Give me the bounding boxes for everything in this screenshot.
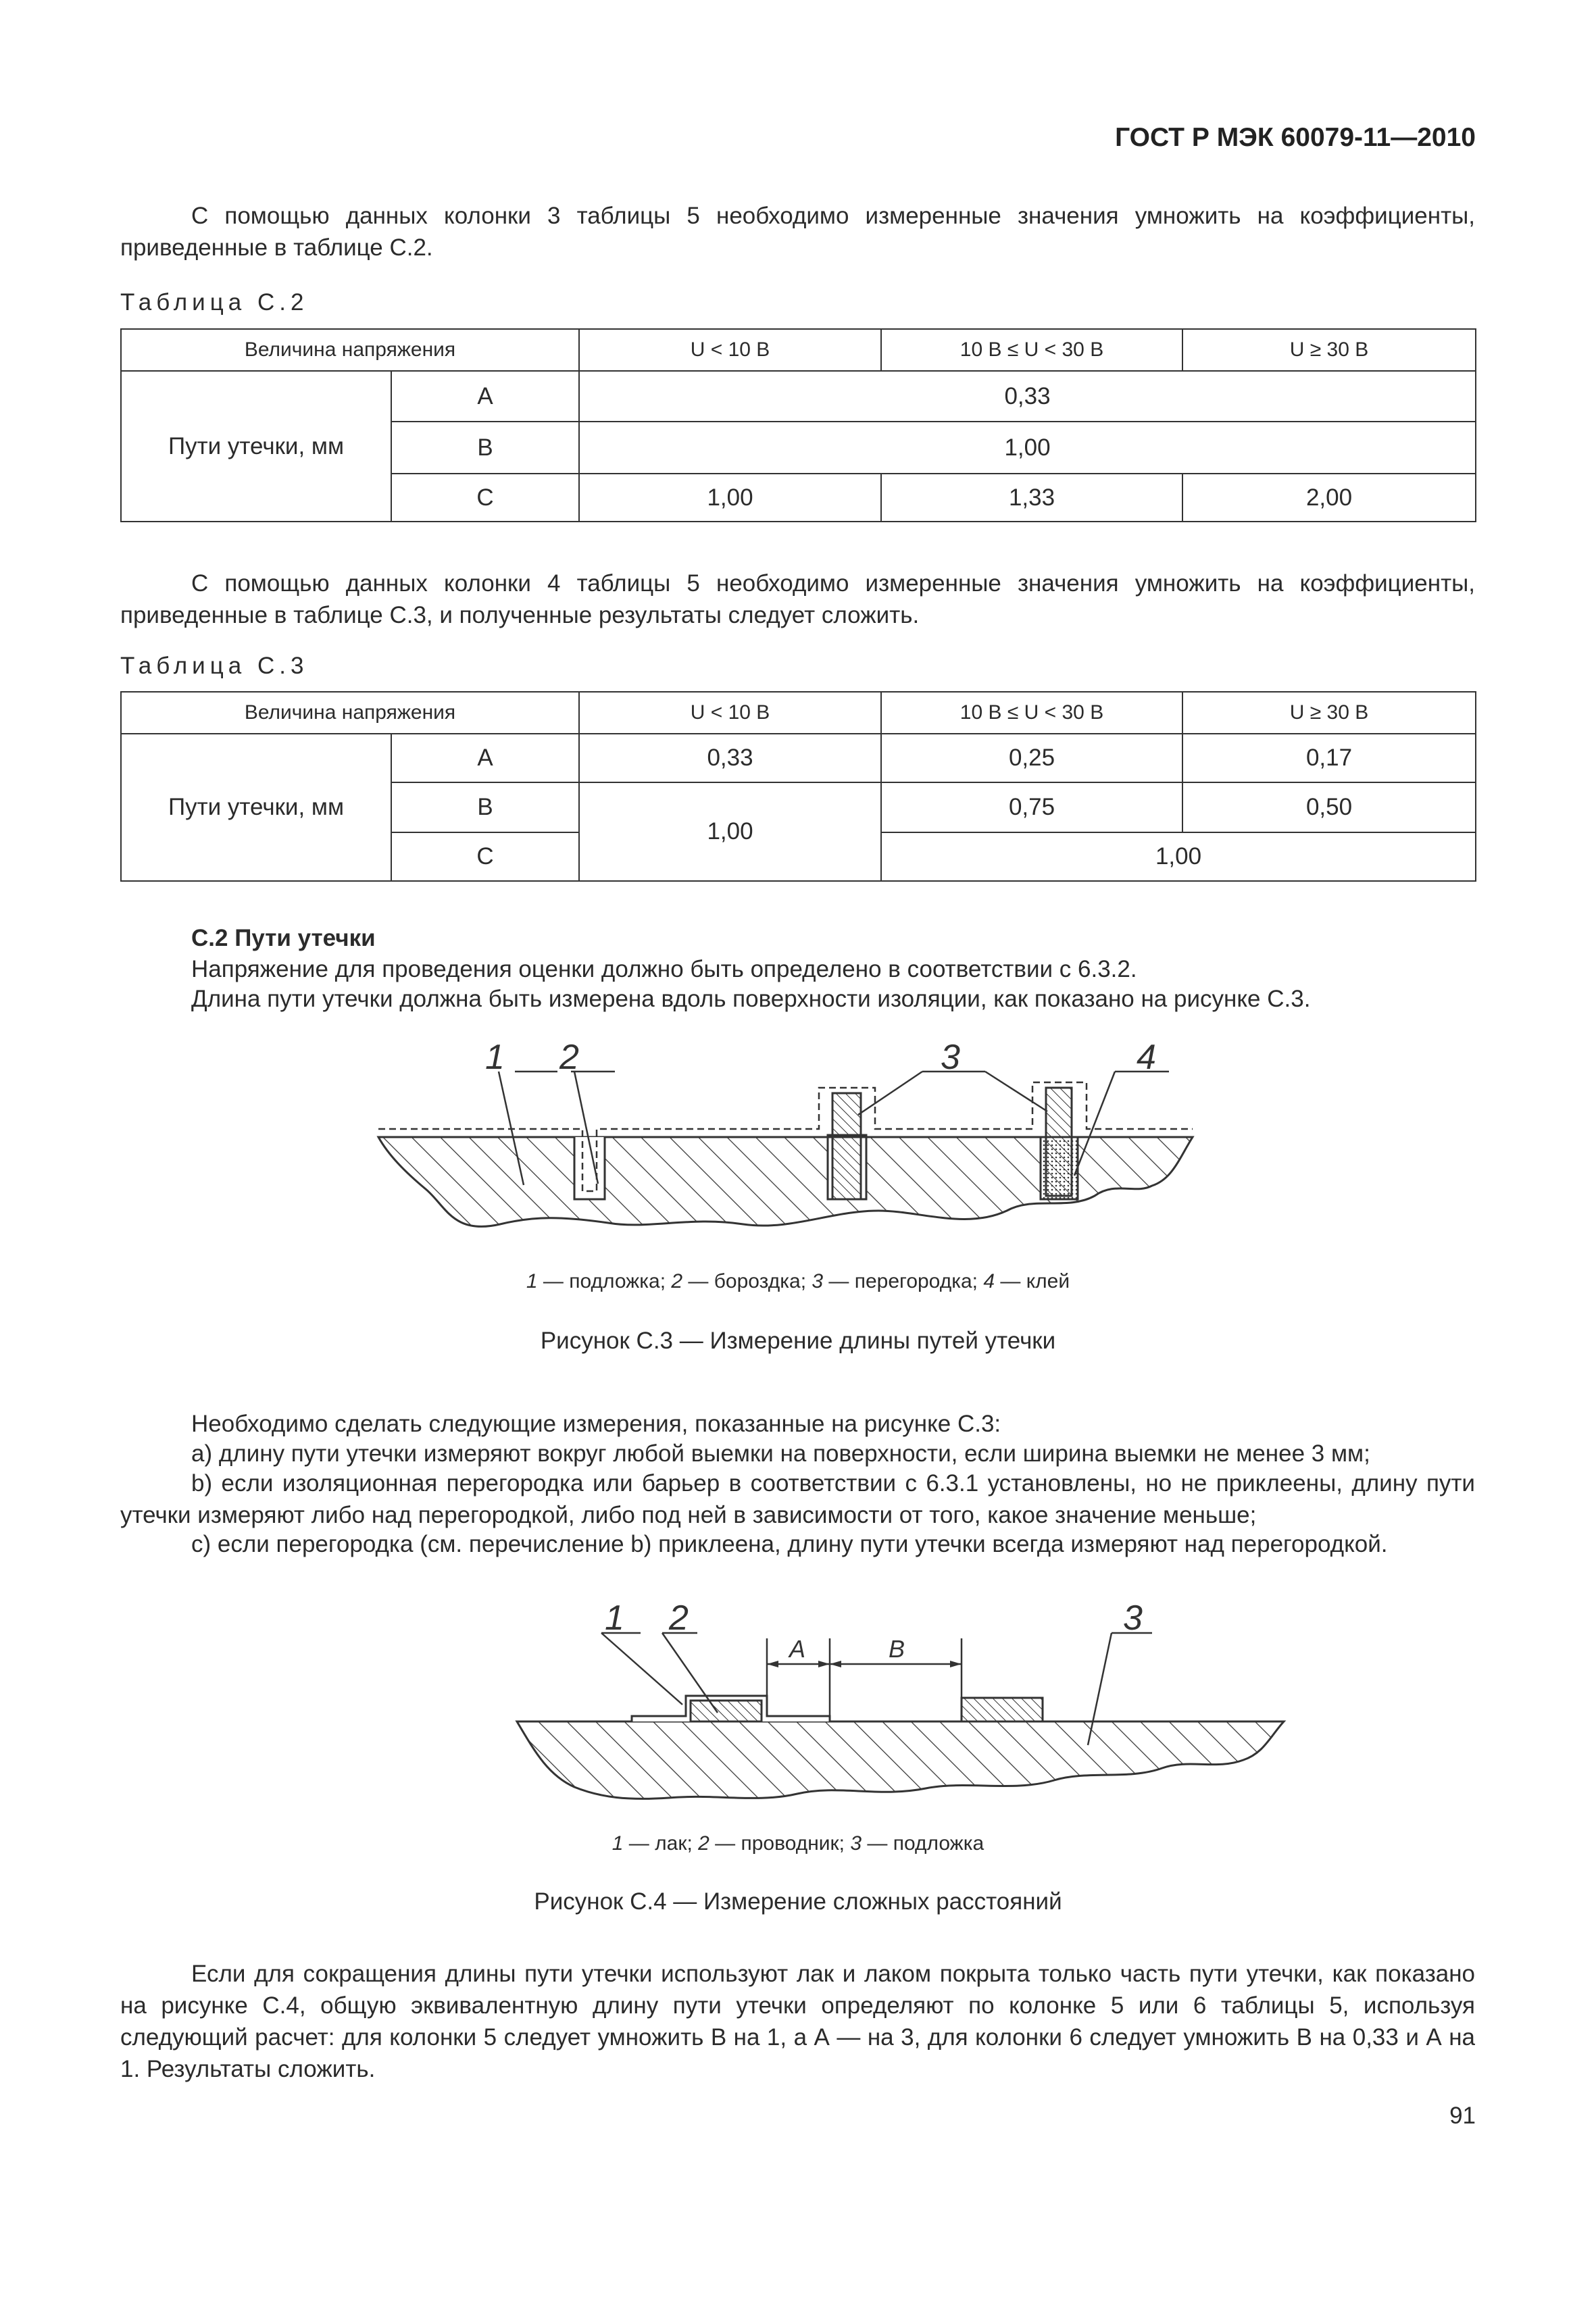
legend-num: 3	[812, 1270, 824, 1292]
value-cell: 2,00	[1182, 474, 1476, 522]
header-cell: Величина напряжения	[121, 329, 579, 371]
legend-num: 1	[612, 1832, 624, 1855]
header-cell: 10 В ≤ U < 30 В	[881, 692, 1182, 734]
figure-c3-caption: Рисунок С.3 — Измерение длины путей утечки	[540, 1328, 1056, 1354]
measurements-intro: Необходимо сделать следующие измерения, показанные на рисунке С.3:	[191, 1411, 1001, 1437]
legend-num: 4	[983, 1270, 995, 1292]
standard-header: ГОСТ Р МЭК 60079-11—2010	[1115, 123, 1476, 152]
header-cell: U < 10 В	[579, 329, 881, 371]
figure-c3-label-2: 2	[559, 1038, 579, 1077]
value-cell: 1,00	[579, 474, 881, 522]
intro-text-2: С помощью данных колонки 4 таблицы 5 необходимо измеренные значения умножить на коэффициенты, приведенные в таблице С.3, и полученные результаты следует сложить.	[120, 570, 1475, 628]
header-cell: U ≥ 30 В	[1182, 329, 1476, 371]
barrier-right	[1046, 1088, 1072, 1196]
figure-c4-legend	[0, 1832, 1596, 1855]
figure-c3-legend	[0, 1270, 1596, 1293]
figure-c3-label-1: 1	[485, 1038, 505, 1077]
value-cell: 0,17	[1182, 734, 1476, 782]
figure-c4-caption: Рисунок С.4 — Измерение сложных расстояний	[534, 1888, 1062, 1915]
final-paragraph-block	[120, 1958, 1475, 2085]
class-cell: C	[391, 474, 579, 522]
table-row	[121, 734, 1476, 782]
intro-paragraph-1	[120, 200, 1475, 263]
class-cell: B	[391, 782, 579, 832]
class-cell: B	[391, 422, 579, 474]
measurement-item-a: а) длину пути утечки измеряют вокруг любой выемки на поверхности, если ширина выемки не менее 3 мм;	[191, 1440, 1370, 1467]
final-paragraph: Если для сокращения длины пути утечки используют лак и лаком покрыта только часть пути утечки, как показано на рисунке С.4, общую эквивалентную длину пути утечки определяют по колонке 5 или 6 таблицы 5, используя следующий расчет: для колонки 5 следует умножить В на 1, а А — на 3, для колонки 6 следует умножить В на 0,33 и А на 1. Результаты сложить.	[120, 1961, 1475, 2082]
intro-text-1: С помощью данных колонки 3 таблицы 5 необходимо измеренные значения умножить на коэффициенты, приведенные в таблице С.2.	[120, 203, 1475, 261]
legend-text: — бороздка;	[682, 1270, 812, 1292]
value-cell: 1,00	[881, 832, 1476, 881]
legend-num: 2	[698, 1832, 709, 1855]
figure-c4-label-2: 2	[669, 1599, 689, 1638]
value-cell: 0,33	[579, 371, 1476, 422]
header-cell: U < 10 В	[579, 692, 881, 734]
measurement-item-b: b) если изоляционная перегородка или барьер в соответствии с 6.3.1 установлены, но не приклеены, длину пути утечки измеряют либо над перегородкой, либо под ней в зависимости от того, какое значение меньше;	[120, 1470, 1475, 1528]
header-cell: 10 В ≤ U < 30 В	[881, 329, 1182, 371]
figure-c3-label-4: 4	[1137, 1038, 1156, 1077]
table-row	[121, 692, 1476, 734]
value-cell: 0,50	[1182, 782, 1476, 832]
page-number: 91	[1449, 2103, 1476, 2129]
value-cell: 1,00	[579, 782, 881, 881]
dimension-label-b: B	[889, 1635, 905, 1663]
figure-c3-drawing	[365, 1034, 1223, 1236]
table-c2	[120, 328, 1476, 522]
value-cell: 0,33	[579, 734, 881, 782]
header-cell: U ≥ 30 В	[1182, 692, 1476, 734]
legend-text: — проводник;	[709, 1832, 851, 1855]
substrate-shape	[517, 1721, 1284, 1799]
value-cell: 0,25	[881, 734, 1182, 782]
conductor-left	[691, 1701, 762, 1721]
measurement-item-b-block	[120, 1467, 1475, 1531]
section-c2-line-2: Длина пути утечки должна быть измерена вдоль поверхности изоляции, как показано на рисунке С.3.	[191, 986, 1311, 1012]
intro-paragraph-2	[120, 568, 1475, 631]
legend-num: 3	[850, 1832, 862, 1855]
barrier-left	[832, 1093, 861, 1199]
legend-text: — подложка	[862, 1832, 984, 1855]
section-c2-title: С.2 Пути утечки	[191, 925, 376, 951]
legend-num: 1	[526, 1270, 538, 1292]
row-label-cell: Пути утечки, мм	[121, 371, 391, 522]
value-cell: 1,33	[881, 474, 1182, 522]
table-row	[121, 329, 1476, 371]
class-cell: A	[391, 734, 579, 782]
legend-text: — клей	[995, 1270, 1070, 1292]
value-cell: 1,00	[579, 422, 1476, 474]
table-row	[121, 371, 1476, 422]
header-cell: Величина напряжения	[121, 692, 579, 734]
table-c3	[120, 691, 1476, 882]
legend-text: — перегородка;	[823, 1270, 984, 1292]
conductor-right	[962, 1698, 1043, 1721]
figure-c4-drawing	[500, 1598, 1297, 1814]
figure-c4-label-1: 1	[605, 1599, 624, 1638]
figure-c4-label-3: 3	[1123, 1599, 1143, 1638]
legend-text: — подложка;	[537, 1270, 672, 1292]
section-c2-line-1: Напряжение для проведения оценки должно быть определено в соответствии с 6.3.2.	[191, 956, 1137, 982]
table-c2-caption: Таблица С.2	[120, 289, 309, 316]
class-cell: C	[391, 832, 579, 881]
dimension-label-a: A	[789, 1635, 806, 1663]
class-cell: A	[391, 371, 579, 422]
legend-text: — лак;	[623, 1832, 699, 1855]
value-cell: 0,75	[881, 782, 1182, 832]
table-c3-caption: Таблица С.3	[120, 653, 309, 679]
figure-c3-label-3: 3	[941, 1038, 960, 1077]
measurement-item-c: c) если перегородка (см. перечисление b) приклеена, длину пути утечки всегда измеряют над перегородкой.	[191, 1531, 1388, 1557]
legend-num: 2	[671, 1270, 683, 1292]
row-label-cell: Пути утечки, мм	[121, 734, 391, 881]
